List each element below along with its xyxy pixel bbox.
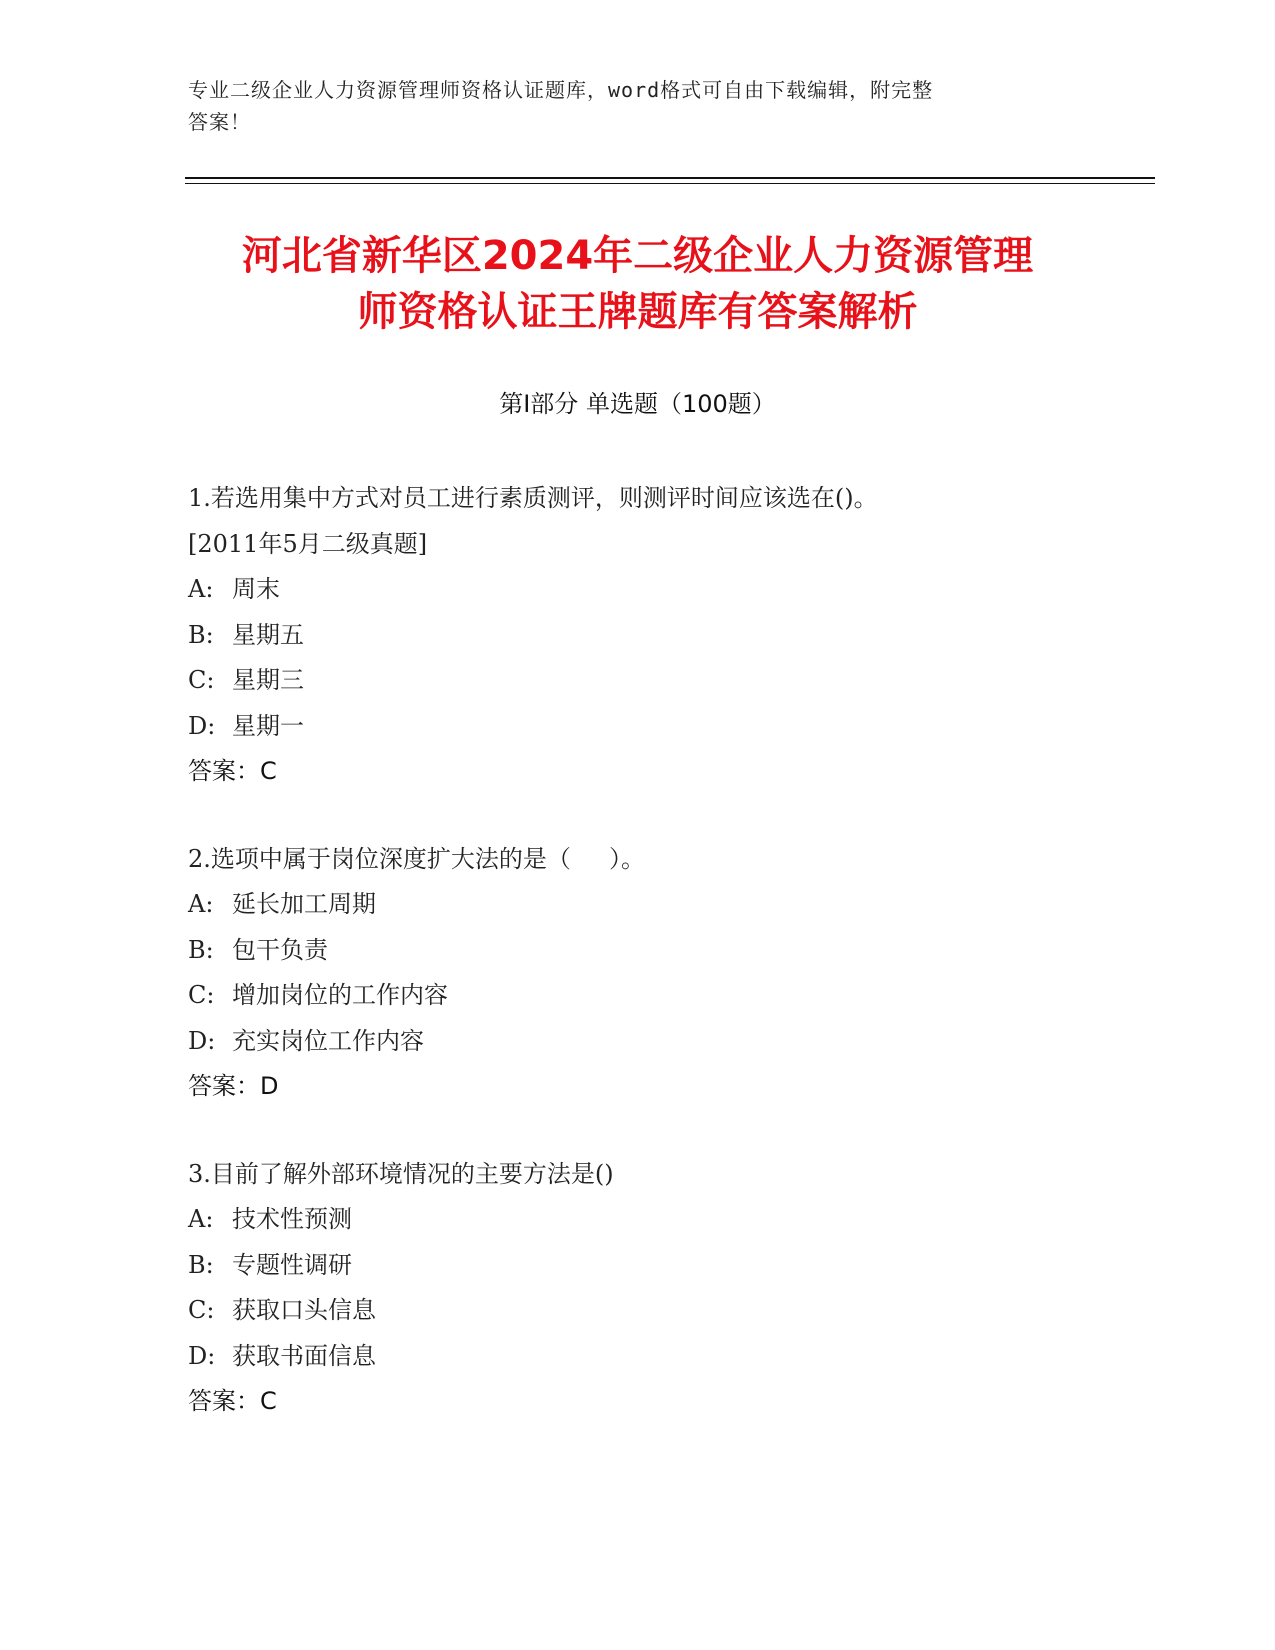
section-heading: 第Ⅰ部分 单选题（100题） bbox=[499, 390, 776, 418]
option-text: 获取口头信息 bbox=[232, 1296, 376, 1324]
option-letter: D: bbox=[188, 1341, 216, 1370]
option-letter: D: bbox=[188, 711, 216, 740]
question-stem: 2.选项中属于岗位深度扩大法的是（ ）。 bbox=[188, 844, 646, 873]
option-text: 专题性调研 bbox=[232, 1250, 352, 1279]
option-text: 获取书面信息 bbox=[232, 1341, 376, 1370]
option-c bbox=[188, 1288, 1088, 1334]
option-d bbox=[188, 1019, 1088, 1065]
option-text: 周末 bbox=[232, 575, 280, 603]
header-note bbox=[188, 74, 1068, 138]
option-letter: C: bbox=[188, 981, 215, 1009]
document-title-line-1: 河北省新华区2024年二级企业人力资源管理 bbox=[241, 233, 1034, 279]
option-letter: B: bbox=[188, 935, 214, 964]
question-1 bbox=[188, 476, 1088, 795]
option-b bbox=[188, 613, 1088, 659]
header-note-line-2: 答案！ bbox=[188, 110, 251, 134]
header-rule-thin bbox=[185, 183, 1155, 184]
option-a bbox=[188, 567, 1088, 613]
option-text: 增加岗位的工作内容 bbox=[232, 981, 448, 1009]
question-list bbox=[188, 476, 1088, 1467]
option-text: 延长加工周期 bbox=[232, 890, 376, 918]
header-rule-thick bbox=[185, 177, 1155, 179]
option-text: 技术性预测 bbox=[232, 1205, 352, 1233]
option-letter: A: bbox=[188, 1205, 214, 1233]
question-source: [2011年5月二级真题] bbox=[188, 529, 428, 558]
question-2 bbox=[188, 837, 1088, 1110]
option-c bbox=[188, 973, 1088, 1019]
option-text: 星期一 bbox=[232, 711, 304, 740]
answer: 答案：C bbox=[188, 1387, 277, 1415]
question-stem: 1.若选用集中方式对员工进行素质测评，则测评时间应该选在()。 bbox=[188, 484, 878, 512]
document-title bbox=[150, 228, 1125, 340]
question-stem: 3.目前了解外部环境情况的主要方法是() bbox=[188, 1159, 614, 1188]
answer: 答案：C bbox=[188, 757, 277, 785]
option-a bbox=[188, 882, 1088, 928]
option-letter: A: bbox=[188, 575, 214, 603]
option-d bbox=[188, 704, 1088, 750]
option-text: 充实岗位工作内容 bbox=[232, 1026, 424, 1055]
document-title-line-2: 师资格认证王牌题库有答案解析 bbox=[357, 289, 918, 335]
option-letter: A: bbox=[188, 890, 214, 918]
option-letter: B: bbox=[188, 620, 214, 649]
header-note-line-1: 专业二级企业人力资源管理师资格认证题库，word格式可自由下载编辑，附完整 bbox=[188, 78, 934, 102]
option-a bbox=[188, 1197, 1088, 1243]
option-text: 星期三 bbox=[232, 666, 304, 694]
option-letter: D: bbox=[188, 1026, 216, 1055]
option-text: 包干负责 bbox=[232, 935, 328, 964]
option-letter: B: bbox=[188, 1250, 214, 1279]
option-text: 星期五 bbox=[232, 620, 304, 649]
option-d bbox=[188, 1334, 1088, 1380]
option-b bbox=[188, 1243, 1088, 1289]
answer: 答案：D bbox=[188, 1072, 279, 1100]
option-b bbox=[188, 928, 1088, 974]
question-3 bbox=[188, 1152, 1088, 1425]
option-letter: C: bbox=[188, 1296, 215, 1324]
option-c bbox=[188, 658, 1088, 704]
option-letter: C: bbox=[188, 666, 215, 694]
